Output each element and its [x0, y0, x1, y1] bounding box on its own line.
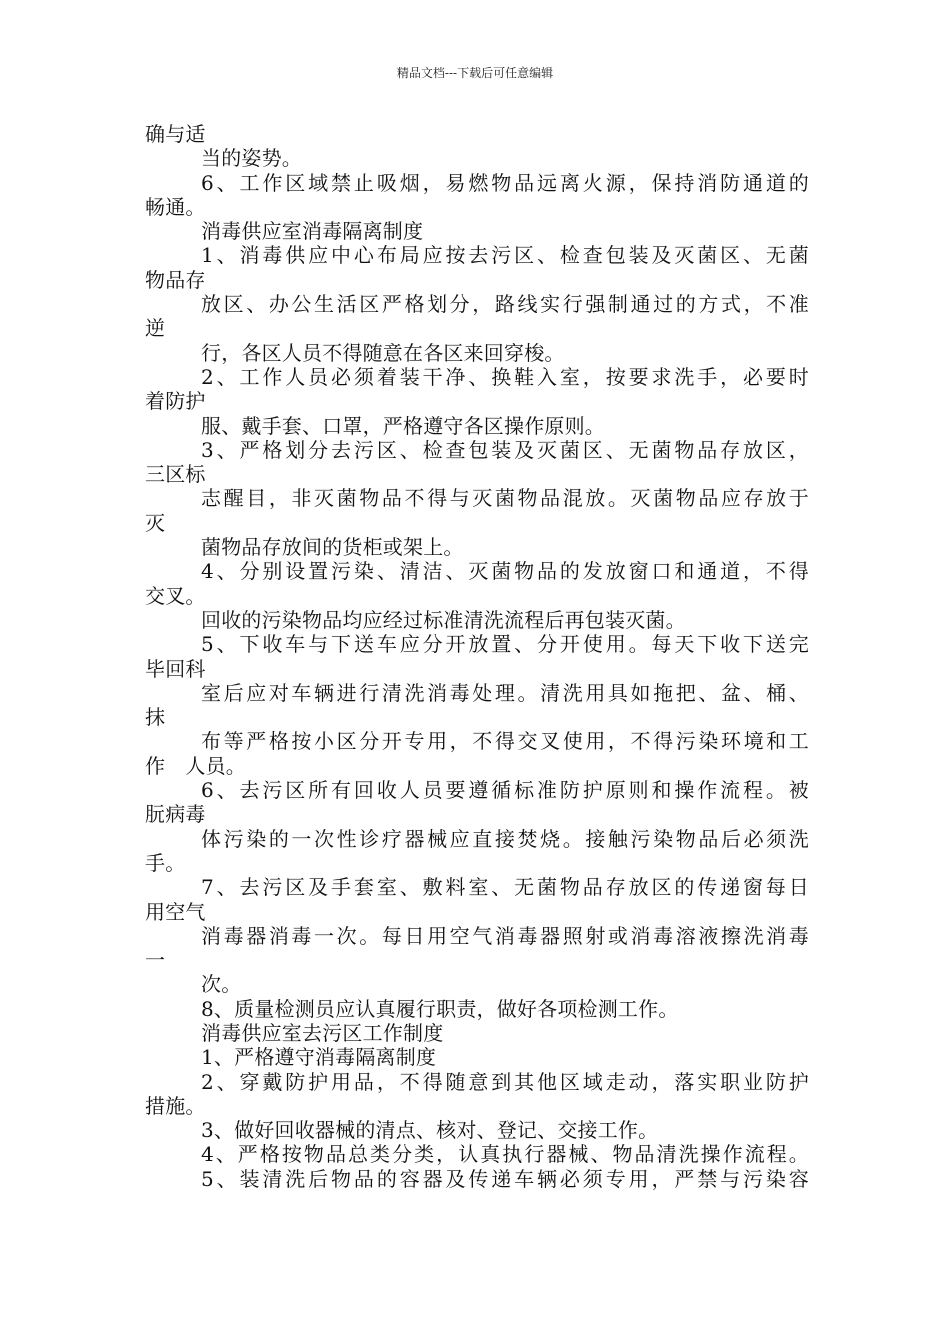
text-line: 一 — [145, 948, 166, 973]
text-line: 1、严格遵守消毒隔离制度 — [201, 1045, 437, 1070]
text-line: 志醒目，非灭菌物品不得与灭菌物品混放。灭菌物品应存放于 — [201, 486, 809, 511]
text-line: 放区、办公生活区严格划分，路线实行强制通过的方式，不准 — [201, 292, 809, 317]
text-line: 次。 — [201, 972, 242, 997]
text-line: 3、做好回收器械的清点、核对、登记、交接工作。 — [201, 1118, 659, 1143]
text-line: 确与适 — [145, 122, 206, 146]
text-line: 4、分别设置污染、清洁、灭菌物品的发放窗口和通道，不得 — [201, 559, 809, 584]
text-line: 室后应对车辆进行清洗消毒处理。清洗用具如拖把、盆、桶、 — [201, 680, 809, 705]
text-line: 作 人员。 — [145, 753, 246, 778]
text-line: 着防护 — [145, 389, 206, 414]
text-line: 三区标 — [145, 462, 206, 487]
text-line: 6、去污区所有回收人员要遵循标准防护原则和操作流程。被 — [201, 778, 809, 803]
text-line: 用空气 — [145, 899, 206, 924]
text-line: 8、质量检测员应认真履行职责，做好各项检测工作。 — [201, 996, 679, 1021]
text-line: 回收的污染物品均应经过标准清洗流程后再包装灭菌。 — [201, 607, 686, 632]
text-line: 交叉。 — [145, 583, 206, 608]
text-line: 畅通。 — [145, 194, 206, 219]
text-line: 手。 — [145, 850, 186, 875]
document-body — [145, 122, 809, 1191]
text-line: 消毒供应室去污区工作制度 — [201, 1020, 444, 1045]
text-line: 行，各区人员不得随意在各区来回穿梭。 — [201, 340, 565, 365]
text-line: 消毒器消毒一次。每日用空气消毒器照射或消毒溶液擦洗消毒 — [201, 923, 809, 948]
text-line: 灭 — [145, 510, 166, 535]
text-line: 布等严格按小区分开专用，不得交叉使用，不得污染环境和工 — [201, 729, 809, 754]
text-line: 1、消毒供应中心布局应按去污区、检查包装及灭菌区、无菌 — [201, 243, 809, 268]
text-line: 3、严格划分去污区、检查包装及灭菌区、无菌物品存放区， — [201, 437, 809, 462]
text-line: 2、穿戴防护用品，不得随意到其他区域走动，落实职业防护 — [201, 1069, 809, 1094]
text-line: 物品存 — [145, 267, 206, 292]
text-line: 2、工作人员必须着装干净、换鞋入室，按要求洗手，必要时 — [201, 364, 809, 389]
text-line: 毕回科 — [145, 656, 206, 681]
text-line: 5、装清洗后物品的容器及传递车辆必须专用，严禁与污染容 — [201, 1166, 809, 1191]
text-line: 措施。 — [145, 1093, 206, 1118]
text-line: 逆 — [145, 316, 166, 341]
text-line: 抹 — [145, 705, 166, 730]
text-line: 6、工作区域禁止吸烟，易燃物品远离火源，保持消防通道的 — [201, 170, 809, 195]
text-line: 朊病毒 — [145, 802, 206, 827]
text-line: 当的姿势。 — [201, 146, 302, 171]
text-line: 消毒供应室消毒隔离制度 — [201, 219, 424, 244]
text-line: 4、严格按物品总类分类，认真执行器械、物品清洗操作流程。 — [201, 1142, 809, 1167]
page-header: 精品文档---下载后可任意编辑 — [396, 66, 554, 80]
text-line: 菌物品存放间的货柜或架上。 — [201, 535, 464, 560]
text-line: 体污染的一次性诊疗器械应直接焚烧。接触污染物品后必须洗 — [201, 826, 809, 851]
text-line: 服、戴手套、口罩，严格遵守各区操作原则。 — [201, 413, 605, 438]
text-line: 7、去污区及手套室、敷料室、无菌物品存放区的传递窗每日 — [201, 875, 809, 900]
text-line: 5、下收车与下送车应分开放置、分开使用。每天下收下送完 — [201, 632, 809, 657]
